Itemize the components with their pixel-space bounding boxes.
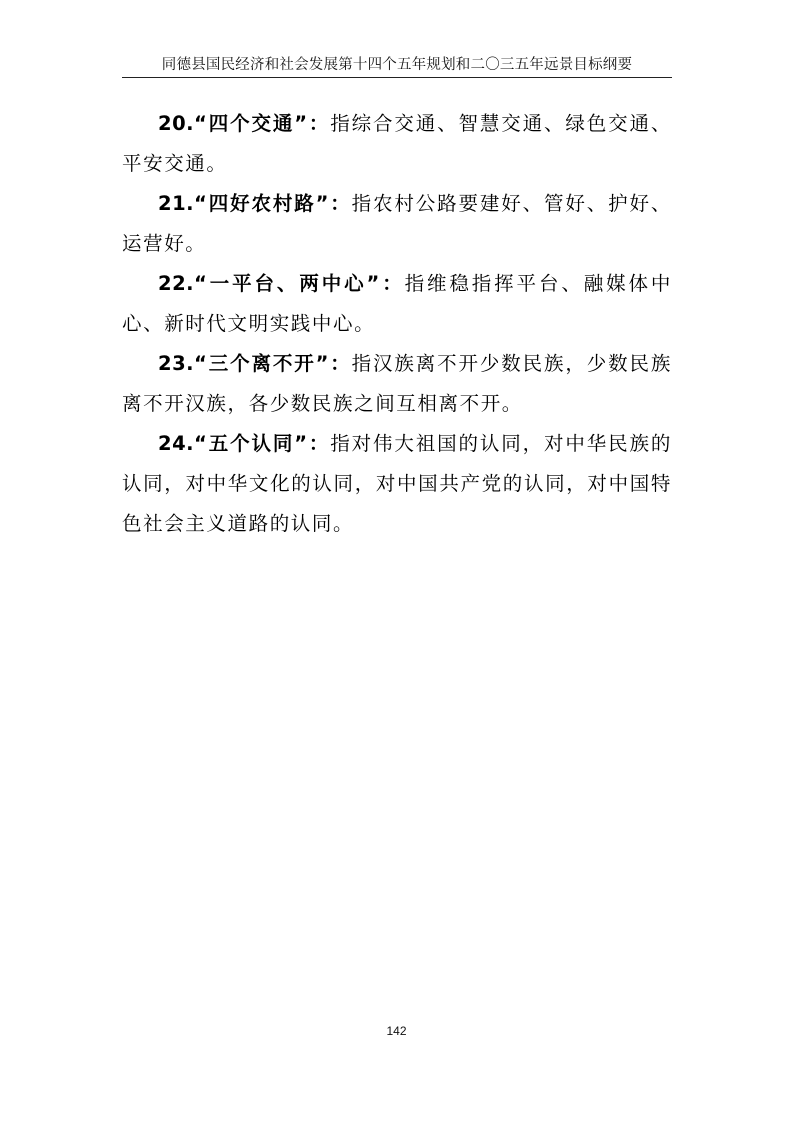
glossary-content — [122, 104, 672, 544]
glossary-entry-20 — [122, 104, 672, 184]
glossary-entry-23 — [122, 344, 672, 424]
entry-term: “五个认同”： — [194, 432, 331, 455]
page-header: 同德县国民经济和社会发展第十四个五年规划和二〇三五年远景目标纲要 — [161, 57, 633, 73]
entry-number: 22. — [158, 272, 195, 295]
entry-number: 20. — [158, 112, 195, 135]
entry-term: “一平台、两中心”： — [194, 272, 405, 295]
entry-term: “四好农村路”： — [194, 192, 352, 215]
entry-term: “三个离不开”： — [194, 352, 352, 375]
entry-definition: 指汉族离不开少数民族，少数民族离不开汉族，各少数民族之间互相离不开。 — [122, 352, 672, 415]
glossary-entry-21 — [122, 184, 672, 264]
entry-number: 21. — [158, 192, 195, 215]
entry-number: 23. — [158, 352, 195, 375]
page-number: 142 — [386, 1024, 407, 1038]
entry-definition: 指综合交通、智慧交通、绿色交通、平安交通。 — [122, 112, 672, 175]
entry-definition: 指对伟大祖国的认同，对中华民族的认同，对中华文化的认同，对中国共产党的认同，对中国特色社会主义道路的认同。 — [122, 432, 672, 535]
entry-term: “四个交通”： — [194, 112, 331, 135]
glossary-entry-22 — [122, 264, 672, 344]
entry-definition: 指农村公路要建好、管好、护好、运营好。 — [122, 192, 672, 255]
header-divider — [122, 77, 672, 78]
glossary-entry-24 — [122, 424, 672, 544]
entry-definition: 指维稳指挥平台、融媒体中心、新时代文明实践中心。 — [122, 272, 672, 335]
entry-number: 24. — [158, 432, 195, 455]
